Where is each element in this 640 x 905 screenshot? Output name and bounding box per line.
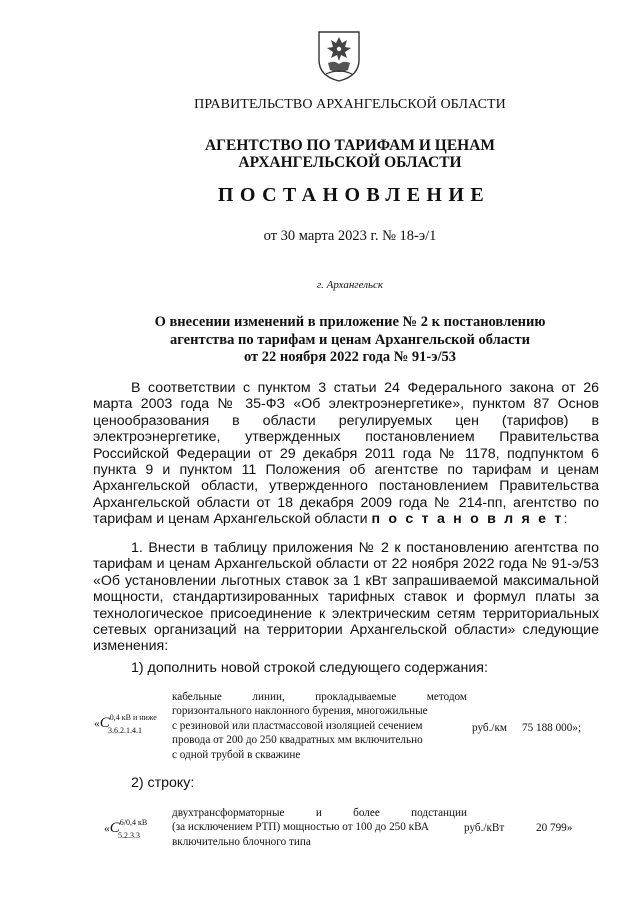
item-1-paragraph [93,540,599,655]
description-line: (за исключением РТП) мощностью от 100 до 250 кВА [172,821,429,834]
row-description [172,690,467,762]
description-line: с резиновой или пластмассовой изоляцией сечением [172,719,423,732]
title-line2: агентства по тарифам и ценам Архангельской области [170,331,530,348]
agency-name-line1: АГЕНТСТВО ПО ТАРИФАМ И ЦЕНАМ [204,137,496,154]
rate-symbol: C [109,820,120,836]
resolves-word: п о с т а н о в л я е т [371,511,564,528]
row-value: 20 799» [536,822,573,834]
rate-symbol: C [99,715,110,731]
coat-of-arms-icon [316,30,362,82]
government-name: ПРАВИТЕЛЬСТВО АРХАНГЕЛЬСКОЙ ОБЛАСТИ [194,97,506,112]
preamble-text: В соответствии с пунктом 3 статьи 24 Федерального закона от 26 марта 2003 года № 35-ФЗ «Об электроэнергетике», пунктом 87 Основ ценообразования в области регулируемых цен (тарифов) в электроэнергетике, утвержденных постановлением Правительства Российской Федерации от 29 декабря 2011 года № 1178, подпунктом 6 пункта 9 и пунктом 11 Положения об агентстве по тарифам и ценам Архангельской области, утвержденного постановлением Правительства Архангельской области от 18 декабря 2009 года № 214-пп, агентство по тарифам и ценам Архангельской области [93,380,599,528]
rate-superscript: 0,4 кВ и ниже [109,713,157,722]
subitem-2: 2) строку: [131,775,195,791]
description-line: провода от 200 до 250 квадратных мм включительно [172,734,423,747]
agency-name [60,137,640,171]
preamble-paragraph [93,380,599,528]
description-line: кабельные линии, прокладываемые методом [172,691,467,703]
subitem-1: 1) дополнить новой строкой следующего содержания: [131,660,488,676]
rate-subscript: 3.6.2.1.4.1 [108,726,142,735]
item-1-text: 1. Внести в таблицу приложения № 2 к постановлению агентства по тарифам и ценам Архангельской области от 22 ноября 2022 года № 91-э/53 «Об установлении льготных ставок за 1 кВт запрашиваемой максимальной мощности, стандартизированных тарифных ставок и формул платы за технологическое присоединение к электрическим сетям территориальных сетевых организаций на территории Архангельской области» следующие изменения: [93,540,599,655]
row-value: 75 188 000»; [522,722,582,734]
agency-name-line2: АРХАНГЕЛЬСКОЙ ОБЛАСТИ [238,154,462,171]
document-type: ПОСТАНОВЛЕНИЕ [217,184,491,206]
open-quote: « [104,823,110,835]
title-line1: О внесении изменений в приложение № 2 к постановлению [154,314,546,330]
document-title [60,314,640,367]
row-unit: руб./кВт [464,822,505,834]
rate-subscript: 5.2.3.3 [118,831,140,840]
rate-superscript: 6/0,4 кВ [119,818,148,827]
description-line: с одной трубой в скважине [172,748,301,761]
open-quote: « [94,718,100,730]
description-line: двухтрансформаторные и более подстанции [172,807,467,819]
document-date-number: от 30 марта 2023 г. № 18-э/1 [263,228,437,244]
document-city: г. Архангельск [316,279,384,291]
description-line: горизонтального наклонного бурения, многожильные [172,705,428,718]
row-description [172,806,467,849]
description-line: включительно блочного типа [172,835,311,848]
resolves-punct: : [563,511,568,528]
title-line3: от 22 ноября 2022 года № 91-э/53 [243,349,457,365]
row-unit: руб./км [472,722,508,734]
